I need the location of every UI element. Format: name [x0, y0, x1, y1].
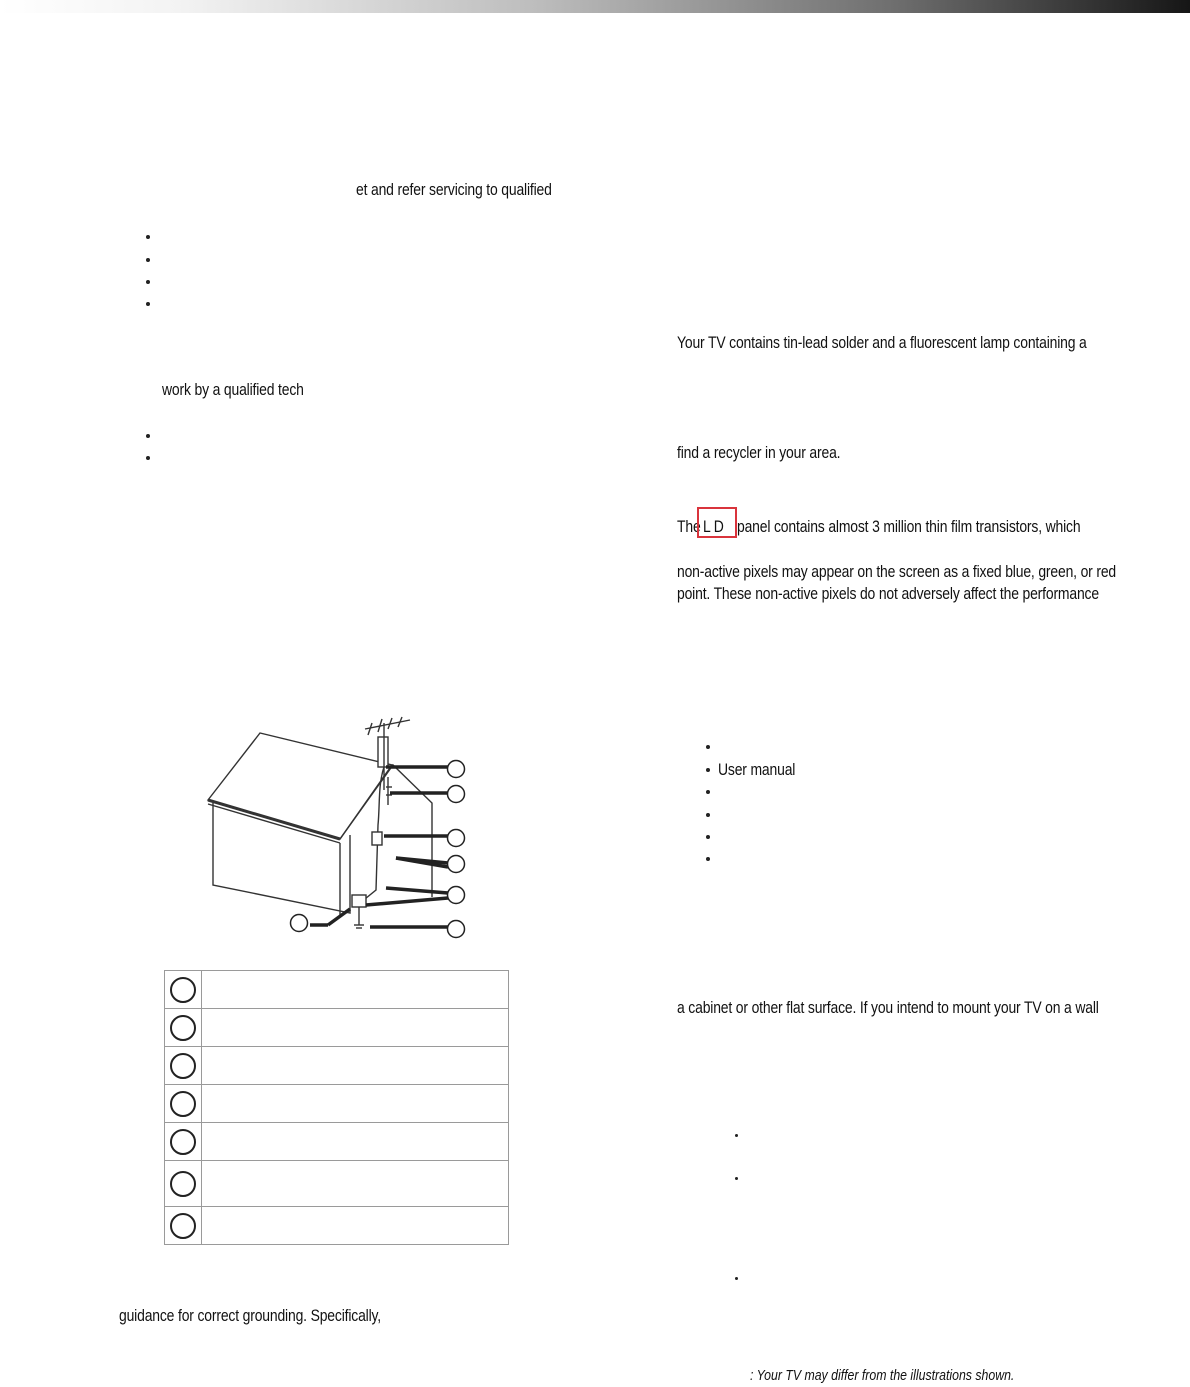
callout-circle-icon: [170, 1053, 196, 1079]
recycler-text: find a recycler in your area.: [677, 443, 841, 462]
pixel-text-line3: point. These non-active pixels do not adversely affect the performance: [677, 584, 1099, 603]
table-row: [165, 1207, 509, 1245]
pixel-text-line2: non-active pixels may appear on the screen as a fixed blue, green, or red: [677, 562, 1117, 581]
table-row: [165, 1047, 509, 1085]
bullet-icon: [146, 302, 150, 306]
illustration-note: : Your TV may differ from the illustrations shown.: [750, 1367, 1015, 1384]
table-row: [165, 1161, 509, 1207]
tech-text: work by a qualified tech: [162, 380, 304, 399]
antenna-grounding-diagram: [200, 715, 480, 943]
grounding-text: guidance for correct grounding. Specifically,: [119, 1306, 382, 1325]
table-row: [165, 1085, 509, 1123]
package-item-user-manual: User manual: [718, 760, 796, 779]
bullet-icon: [146, 456, 150, 460]
bullet-icon: [735, 1134, 738, 1137]
diagram-legend-table: [164, 970, 509, 1245]
highlight-box: [697, 507, 737, 538]
bullet-icon: [706, 835, 710, 839]
callout-circle-icon: [170, 1091, 196, 1117]
callout-circle-icon: [170, 1213, 196, 1239]
bullet-icon: [706, 790, 710, 794]
table-row: [165, 1009, 509, 1047]
bullet-icon: [735, 1177, 738, 1180]
mount-text: a cabinet or other flat surface. If you intend to mount your TV on a wall: [677, 998, 1099, 1017]
disposal-text: Your TV contains tin-lead solder and a fluorescent lamp containing a: [677, 333, 1087, 352]
bullet-icon: [146, 258, 150, 262]
table-row: [165, 971, 509, 1009]
bullet-icon: [146, 280, 150, 284]
table-row: [165, 1123, 509, 1161]
panel-text-prefix: The: [677, 517, 701, 536]
bullet-icon: [146, 235, 150, 239]
callout-circle-icon: [170, 1015, 196, 1041]
bullet-icon: [706, 745, 710, 749]
bullet-icon: [706, 768, 710, 772]
bullet-icon: [706, 857, 710, 861]
panel-text: panel contains almost 3 million thin film transistors, which: [737, 517, 1081, 536]
service-text: et and refer servicing to qualified: [356, 180, 552, 199]
bullet-icon: [146, 434, 150, 438]
callout-circle-icon: [170, 977, 196, 1003]
panel-text-highlighted: L D: [703, 517, 724, 536]
callout-circle-icon: [170, 1129, 196, 1155]
bullet-icon: [735, 1277, 738, 1280]
header-gradient-bar: [0, 0, 1190, 13]
bullet-icon: [706, 813, 710, 817]
callout-circle-icon: [170, 1171, 196, 1197]
